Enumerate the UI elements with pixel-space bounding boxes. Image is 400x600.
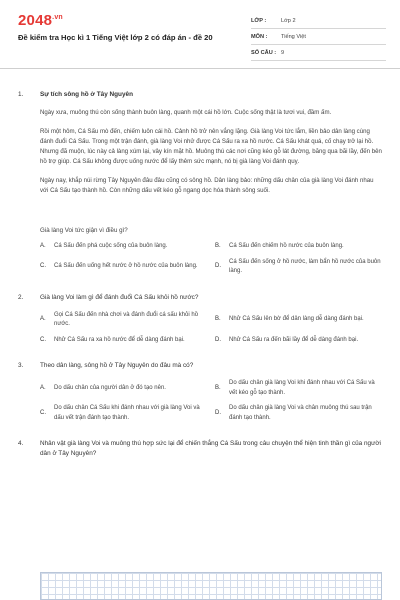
option-text: Gọi Cá Sấu đến nhà chơi và đánh đuổi cá sấu khỏi hồ nước. — [54, 311, 199, 327]
answer-option-b[interactable] — [215, 242, 382, 252]
question-4 — [18, 439, 382, 459]
answer-option-c[interactable] — [40, 258, 207, 277]
answer-options — [18, 311, 382, 346]
passage-paragraph: Rồi một hôm, Cá Sấu mò đến, chiếm luôn cái hồ. Cảnh hồ trở nên vắng lặng. Già làng Voi tức lắm, liền bảo dân làng cùng đánh đuổi Cá Sấu. Trong một trận đánh, già làng Voi nhử được Cá Sấu ra xa hồ nước. Cá Sấu khát quá, cố chạy trở lại hồ. Nhưng đã muộn, lúc này cả làng xúm lại, vây kín mặt hồ. Muông thú các nơi cũng kéo gỗ lát đường, băng qua bãi lầy, đến bên hồ trợ giúp. Cá Sấu không được uống nước để lấy thêm sức mạnh, nó bị già làng Voi đánh quỵ. — [40, 128, 382, 165]
answer-option-a[interactable] — [40, 311, 207, 330]
answer-option-b[interactable] — [215, 379, 382, 398]
answer-option-d[interactable] — [215, 404, 382, 423]
option-text: Nhử Cá Sấu lên bờ để dân làng dễ dàng đánh bại. — [229, 316, 364, 323]
question-3 — [18, 361, 382, 423]
answer-option-a[interactable] — [40, 242, 207, 252]
option-text: Do dấu chân già làng Voi khi đánh nhau với Cá Sấu và vết kéo gỗ tạo thành. — [229, 380, 375, 396]
question-prompt: Già làng Voi tức giận vì điều gì? — [40, 227, 128, 234]
question-1 — [18, 90, 382, 277]
site-logo[interactable] — [18, 12, 63, 29]
meta-table — [251, 13, 386, 61]
option-text: Cá Sấu đến phá cuộc sống của buôn làng. — [54, 243, 168, 249]
worksheet-header — [0, 0, 400, 69]
passage-paragraph: Ngày nay, khắp núi rừng Tây Nguyên đâu đâu cũng có sông hồ. Dân làng bảo: những dấu chân của già làng Voi đánh nhau với Cá Sấu tạo thành hồ. Còn những dấu vết kéo gỗ ngang dọc hóa thành sông suối. — [40, 177, 374, 194]
question-number: 1. — [18, 91, 24, 98]
option-letter: D. — [215, 336, 221, 343]
question-2 — [18, 293, 382, 346]
answer-options — [18, 242, 382, 277]
option-text: Cá Sấu đến sống ở hồ nước, làm bẩn hồ nước của buôn làng. — [229, 258, 381, 274]
question-number: 4. — [18, 440, 24, 447]
answer-writing-grid[interactable] — [40, 572, 382, 600]
answer-option-a[interactable] — [40, 379, 207, 398]
meta-row-count — [251, 45, 386, 61]
option-letter: B. — [215, 243, 221, 249]
answer-option-b[interactable] — [215, 311, 382, 330]
logo-suffix: .vn — [52, 14, 63, 21]
document-title: Đề kiểm tra Học kì 1 Tiếng Việt lớp 2 có đáp án - đề 20 — [18, 33, 213, 42]
question-title: Già làng Voi làm gì để đánh đuổi Cá Sấu khỏi hồ nước? — [40, 293, 199, 301]
meta-row-subject — [251, 29, 386, 45]
meta-label: LỚP : — [251, 17, 267, 24]
meta-value: Tiếng Việt — [281, 33, 306, 40]
question-title: Theo dân làng, sông hồ ở Tây Nguyên do đâu mà có? — [40, 362, 194, 369]
option-text: Nhử Cá Sấu ra đến bãi lầy để dễ dàng đánh bại. — [229, 336, 359, 343]
option-letter: A. — [40, 384, 46, 391]
option-letter: D. — [215, 409, 221, 416]
logo-main: 2048 — [18, 12, 53, 29]
question-number: 3. — [18, 362, 24, 369]
option-letter: A. — [40, 243, 46, 249]
option-letter: A. — [40, 316, 46, 323]
option-text: Cá Sấu đến uống hết nước ở hồ nước của buôn làng. — [54, 263, 198, 270]
option-text: Do dấu chân già làng Voi và chân muông thú sau trận đánh tạo thành. — [229, 405, 372, 421]
meta-label: MÔN : — [251, 33, 268, 40]
meta-label: SỐ CÂU : — [251, 49, 277, 56]
worksheet-content — [18, 90, 382, 459]
passage-paragraph: Ngày xưa, muông thú còn sống thành buôn làng, quanh một cái hồ lớn. Cuộc sống thật là tươi vui, đầm ấm. — [40, 109, 332, 116]
answer-option-d[interactable] — [215, 336, 382, 346]
option-letter: B. — [215, 316, 221, 323]
meta-row-class — [251, 13, 386, 29]
option-text: Do dấu chân của người dân ở đó tạo nên. — [54, 384, 166, 391]
meta-value: Lớp 2 — [281, 17, 296, 24]
question-number: 2. — [18, 293, 24, 301]
meta-value: 9 — [281, 49, 285, 56]
option-letter: C. — [40, 263, 46, 270]
option-letter: B. — [215, 384, 221, 391]
option-letter: C. — [40, 409, 46, 416]
answer-option-c[interactable] — [40, 336, 207, 346]
answer-option-d[interactable] — [215, 258, 382, 277]
answer-option-c[interactable] — [40, 404, 207, 423]
option-text: Do dấu chân Cá Sấu khi đánh nhau với già làng Voi và dấu vết trận đánh tạo thành. — [54, 405, 200, 421]
option-text: Nhử Cá Sấu ra xa hồ nước để dễ dàng đánh bại. — [54, 336, 185, 343]
option-letter: C. — [40, 336, 46, 343]
option-text: Cá Sấu đến chiếm hồ nước của buôn làng. — [229, 243, 344, 249]
passage-title: Sự tích sông hồ ở Tây Nguyên — [40, 91, 133, 98]
option-letter: D. — [215, 263, 221, 270]
answer-options — [18, 379, 382, 423]
question-title: Nhân vật già làng Voi và muông thú hợp sức lại để chiến thắng Cá Sấu trong câu chuyện thể hiện tinh thần gì của người dân ở Tây Nguyên? — [40, 440, 381, 457]
